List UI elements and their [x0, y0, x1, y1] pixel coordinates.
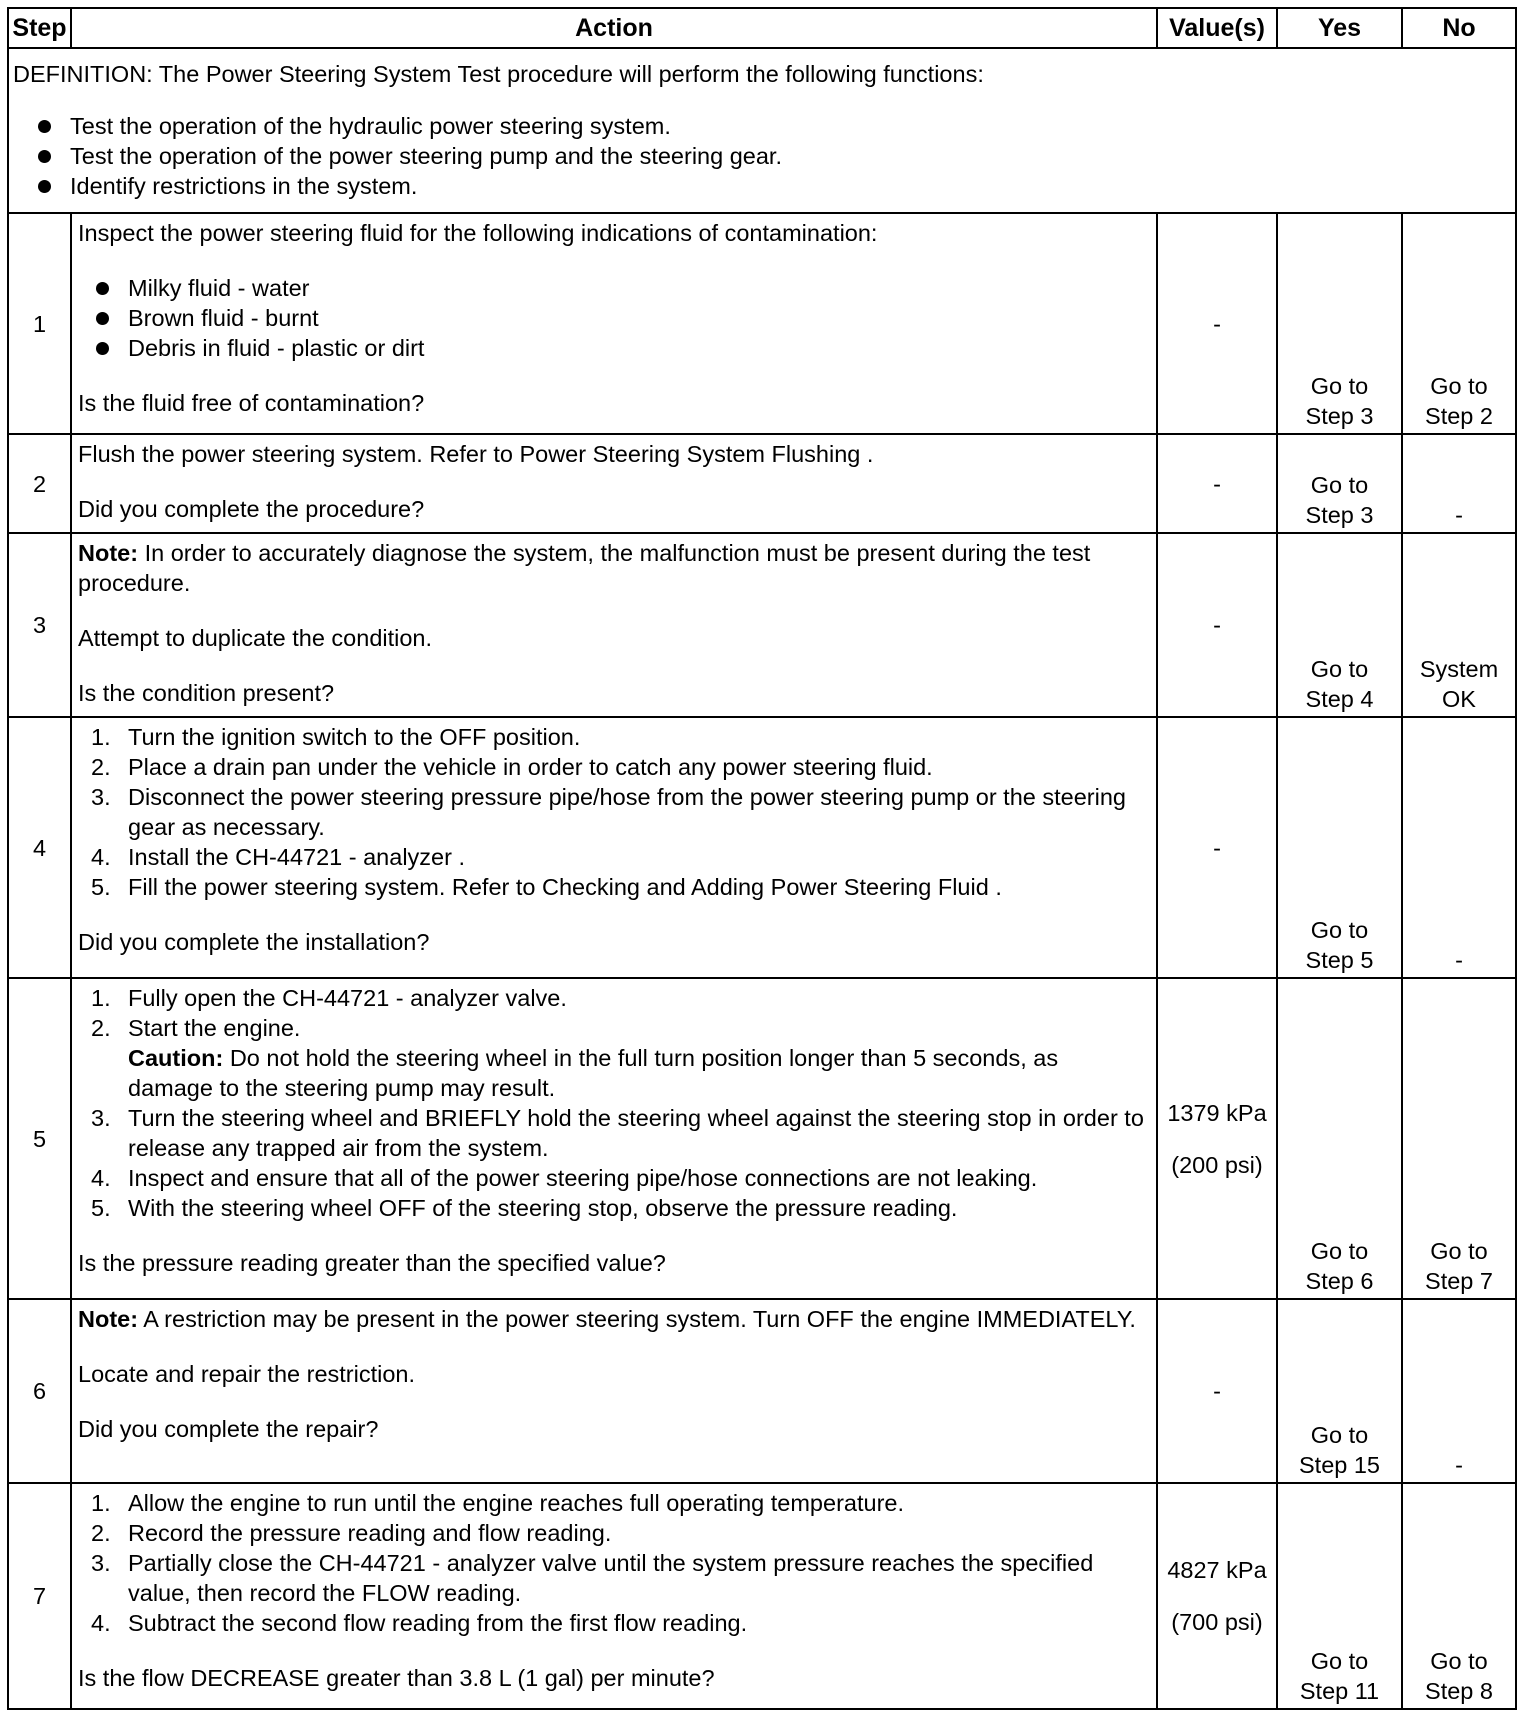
- step-number: 2: [8, 434, 71, 533]
- action-question: Did you complete the repair?: [78, 1416, 379, 1442]
- yes-line: Step 6: [1305, 1268, 1374, 1294]
- list-item: Debris in fluid - plastic or dirt: [78, 333, 1146, 363]
- value-imperial: (200 psi): [1171, 1151, 1263, 1178]
- list-item: Test the operation of the hydraulic power steering system.: [13, 111, 1505, 141]
- header-step: Step: [8, 8, 71, 48]
- yes-line: Go to: [1310, 656, 1369, 682]
- caution: [128, 1043, 1146, 1103]
- value-metric: 4827 kPa: [1167, 1557, 1267, 1583]
- note: [78, 1304, 1146, 1334]
- action-question: Is the pressure reading greater than the specified value?: [78, 1250, 666, 1276]
- header-row: [8, 8, 1516, 48]
- yes-line: Step 15: [1298, 1452, 1380, 1478]
- list-item: Identify restrictions in the system.: [13, 171, 1505, 201]
- action-question: Is the fluid free of contamination?: [78, 390, 425, 416]
- step-number: 3: [8, 533, 71, 717]
- caution-label: Caution:: [128, 1045, 224, 1071]
- action-middle: Locate and repair the restriction.: [78, 1361, 416, 1387]
- no-line: -: [1455, 1452, 1463, 1478]
- procedure-list: [78, 1488, 1146, 1638]
- note: [78, 538, 1146, 598]
- list-item: Milky fluid - water: [78, 273, 1146, 303]
- definition-bullets: [13, 111, 1505, 201]
- list-item: 2. Start the engine. Caution: Do not hold the steering wheel in the full turn position longer than 5 seconds, as damage to the steering pump may result.: [78, 1013, 1146, 1103]
- no-line: -: [1455, 947, 1463, 973]
- no-cell: [1402, 213, 1516, 434]
- no-line: Step 8: [1425, 1678, 1493, 1704]
- yes-line: Go to: [1310, 917, 1369, 943]
- yes-line: Step 11: [1299, 1678, 1380, 1704]
- value-cell: -: [1157, 717, 1277, 978]
- list-item: 1. Fully open the CH-44721 - analyzer valve.: [91, 985, 567, 1011]
- action-cell: [71, 1299, 1157, 1483]
- step-row-6: [8, 1299, 1516, 1483]
- no-line: Go to: [1430, 1648, 1488, 1674]
- list-item: 4. Install the CH-44721 - analyzer .: [91, 844, 465, 870]
- note-label: Note:: [78, 1306, 139, 1332]
- list-item: Brown fluid - burnt: [78, 303, 1146, 333]
- step-number: 6: [8, 1299, 71, 1483]
- action-question: Did you complete the procedure?: [78, 496, 425, 522]
- list-item: 5. With the steering wheel OFF of the steering stop, observe the pressure reading.: [91, 1195, 958, 1221]
- list-item: 5. Fill the power steering system. Refer to Checking and Adding Power Steering Fluid .: [91, 874, 1002, 900]
- value-imperial: (700 psi): [1171, 1609, 1263, 1635]
- yes-cell: [1277, 717, 1402, 978]
- value-metric: 1379 kPa: [1167, 1099, 1267, 1126]
- action-cell: [71, 717, 1157, 978]
- yes-cell: [1277, 1483, 1402, 1709]
- yes-cell: [1277, 1299, 1402, 1483]
- caution-text: Do not hold the steering wheel in the full turn position longer than 5 seconds, as damage to the steering pump may result.: [128, 1045, 1059, 1101]
- yes-line: Go to: [1310, 1238, 1369, 1264]
- value-cell: -: [1157, 213, 1277, 434]
- list-item: 1. Allow the engine to run until the engine reaches full operating temperature.: [91, 1490, 904, 1516]
- procedure-list: [78, 722, 1146, 902]
- definition-cell: [8, 48, 1516, 213]
- action-question: Is the flow DECREASE greater than 3.8 L (1 gal) per minute?: [78, 1665, 715, 1691]
- list-item: 4. Subtract the second flow reading from the first flow reading.: [91, 1610, 748, 1636]
- action-cell: [71, 978, 1157, 1299]
- no-line: Step 7: [1425, 1268, 1493, 1294]
- action-intro: Inspect the power steering fluid for the following indications of contamination:: [78, 220, 878, 246]
- yes-line: Step 3: [1305, 502, 1374, 528]
- list-item: 4. Inspect and ensure that all of the power steering pipe/hose connections are not leaking.: [91, 1165, 1038, 1191]
- header-values: Value(s): [1157, 8, 1277, 48]
- no-line: System: [1419, 656, 1499, 682]
- list-item: 1. Turn the ignition switch to the OFF position.: [91, 724, 581, 750]
- note-text: In order to accurately diagnose the system, the malfunction must be present during the test procedure.: [78, 540, 1091, 596]
- no-line: Go to: [1430, 1238, 1488, 1264]
- list-item: 3. Disconnect the power steering pressure pipe/hose from the power steering pump or the steering gear as necessary.: [91, 784, 1126, 840]
- step-number: 4: [8, 717, 71, 978]
- step-row-2: [8, 434, 1516, 533]
- list-item: 3. Turn the steering wheel and BRIEFLY hold the steering wheel against the steering stop in order to release any trapped air from the system.: [91, 1105, 1144, 1161]
- header-no: No: [1402, 8, 1516, 48]
- step-row-3: [8, 533, 1516, 717]
- action-cell: [71, 434, 1157, 533]
- definition-row: [8, 48, 1516, 213]
- no-line: Step 2: [1425, 403, 1493, 429]
- value-cell: [1157, 978, 1277, 1299]
- step-number: 7: [8, 1483, 71, 1709]
- no-cell: [1402, 978, 1516, 1299]
- step-row-1: [8, 213, 1516, 434]
- step-number: 1: [8, 213, 71, 434]
- yes-line: Go to: [1310, 472, 1369, 498]
- list-item: Test the operation of the power steering pump and the steering gear.: [13, 141, 1505, 171]
- no-line: -: [1455, 502, 1463, 528]
- contamination-list: [78, 273, 1146, 363]
- yes-line: Go to: [1310, 373, 1369, 399]
- note-text: A restriction may be present in the power steering system. Turn OFF the engine IMMEDIATELY.: [138, 1306, 1136, 1332]
- value-cell: [1157, 1483, 1277, 1709]
- list-item: 2. Place a drain pan under the vehicle in order to catch any power steering fluid.: [91, 754, 933, 780]
- yes-line: Step 5: [1305, 947, 1374, 973]
- yes-cell: [1277, 978, 1402, 1299]
- step-row-7: [8, 1483, 1516, 1709]
- action-cell: [71, 1483, 1157, 1709]
- action-middle: Attempt to duplicate the condition.: [78, 625, 433, 651]
- step-number: 5: [8, 978, 71, 1299]
- step-row-5: [8, 978, 1516, 1299]
- yes-cell: [1277, 434, 1402, 533]
- no-cell: [1402, 434, 1516, 533]
- action-cell: [71, 213, 1157, 434]
- action-cell: [71, 533, 1157, 717]
- action-question: Did you complete the installation?: [78, 929, 430, 955]
- procedure-list: [78, 983, 1146, 1223]
- value-cell: -: [1157, 434, 1277, 533]
- yes-cell: [1277, 213, 1402, 434]
- list-item: 3. Partially close the CH-44721 - analyzer valve until the system pressure reaches the specified value, then record the FLOW reading.: [91, 1550, 1094, 1606]
- no-cell: [1402, 1299, 1516, 1483]
- value-cell: -: [1157, 1299, 1277, 1483]
- no-cell: [1402, 1483, 1516, 1709]
- yes-line: Go to: [1310, 1648, 1369, 1674]
- value-cell: -: [1157, 533, 1277, 717]
- yes-line: Step 4: [1305, 686, 1374, 712]
- step-row-4: [8, 717, 1516, 978]
- action-intro: Flush the power steering system. Refer to Power Steering System Flushing .: [78, 441, 874, 467]
- no-line: OK: [1442, 686, 1476, 712]
- yes-cell: [1277, 533, 1402, 717]
- no-line: Go to: [1430, 373, 1488, 399]
- list-item: 2. Record the pressure reading and flow reading.: [91, 1520, 612, 1546]
- header-action: Action: [71, 8, 1157, 48]
- diagnostic-table: [7, 7, 1517, 1710]
- no-cell: [1402, 717, 1516, 978]
- action-question: Is the condition present?: [78, 680, 335, 706]
- no-cell: [1402, 533, 1516, 717]
- header-yes: Yes: [1277, 8, 1402, 48]
- yes-line: Go to: [1310, 1422, 1369, 1448]
- yes-line: Step 3: [1305, 403, 1374, 429]
- definition-text: DEFINITION: The Power Steering System Test procedure will perform the following functions:: [13, 60, 984, 87]
- note-label: Note:: [78, 540, 139, 566]
